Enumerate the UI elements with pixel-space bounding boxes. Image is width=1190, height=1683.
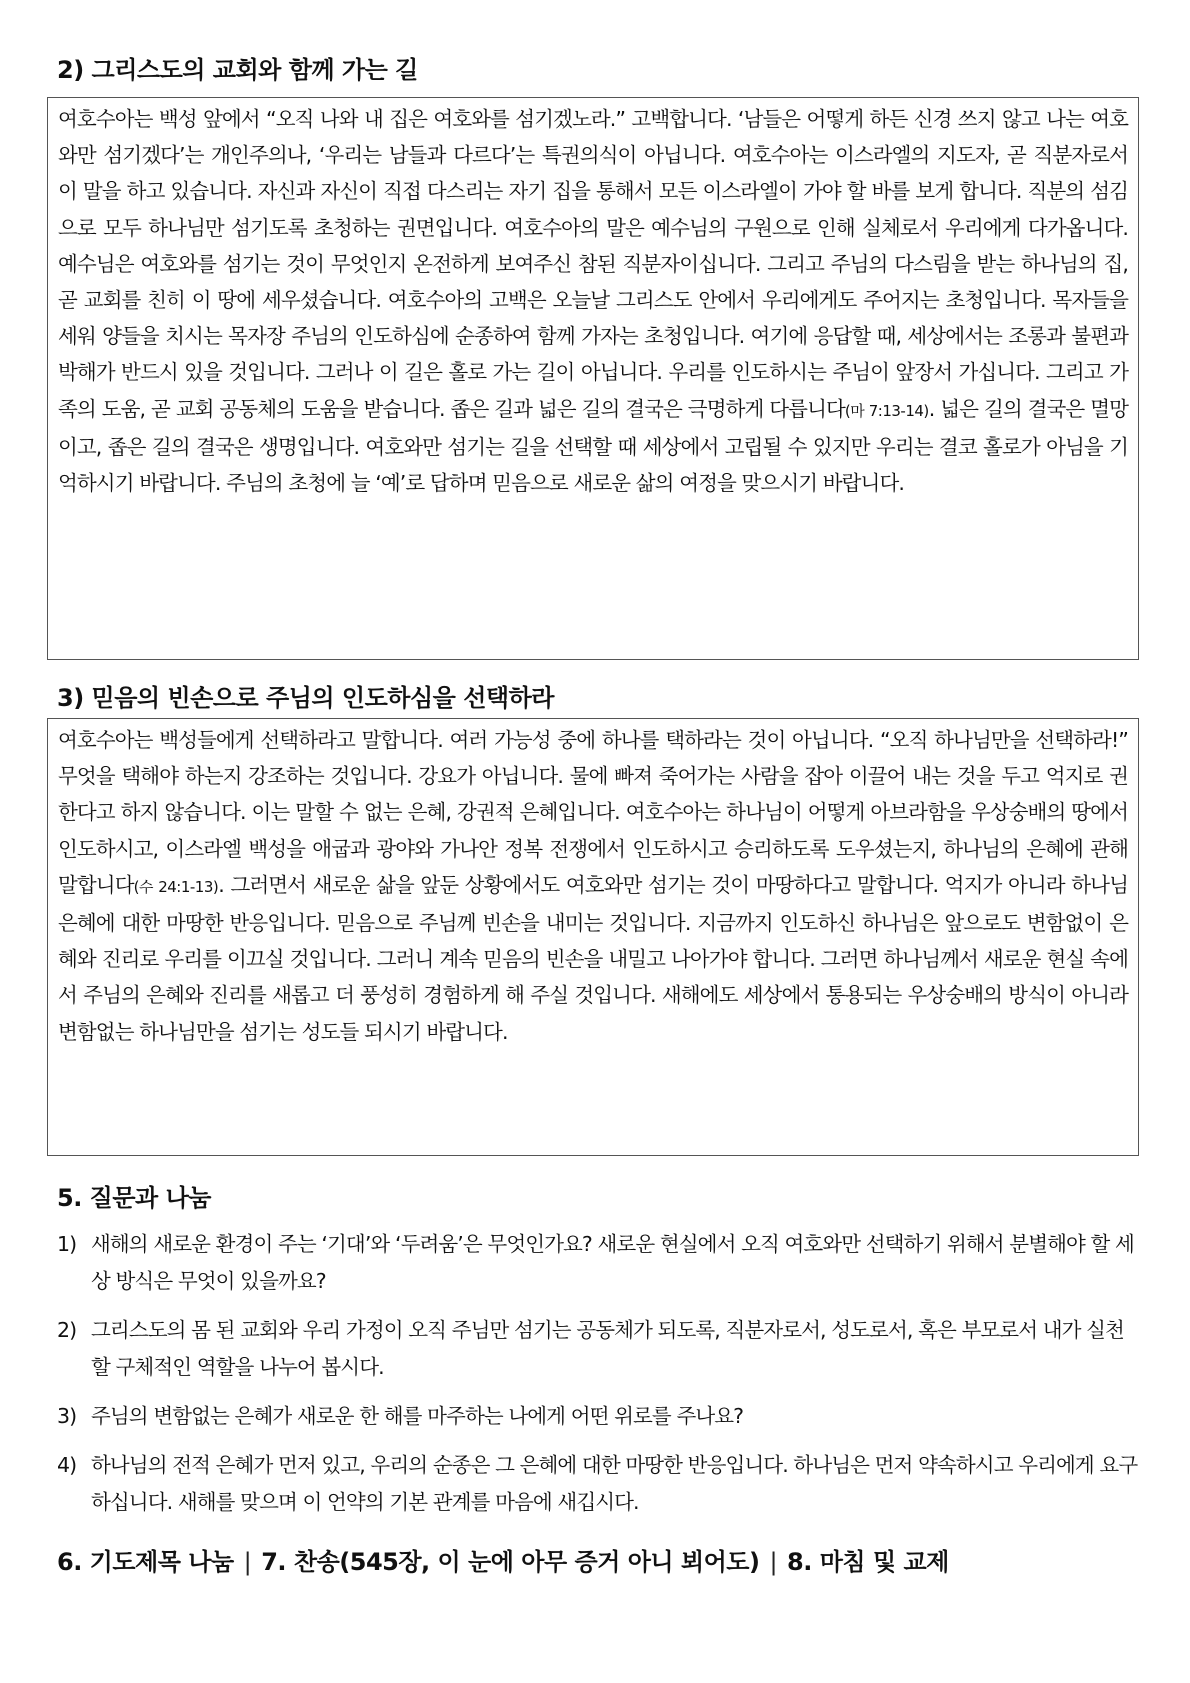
scripture-reference: (마 7:13-14) [844, 401, 929, 420]
section-3-body [58, 722, 1128, 1050]
question-number: 2) [57, 1318, 77, 1342]
question-item [57, 1447, 1142, 1521]
closing-order-line [57, 1542, 949, 1577]
question-item [57, 1398, 1142, 1435]
section-2-box [47, 97, 1139, 660]
question-item [57, 1312, 1142, 1386]
question-text: 그리스도의 몸 된 교회와 우리 가정이 오직 주님만 섬기는 공동체가 되도록, 직분자로서, 성도로서, 혹은 부모로서 내가 실천할 구체적인 역할을 나누어 봅시다. [91, 1318, 1124, 1379]
question-number: 3) [57, 1404, 77, 1428]
question-number: 1) [57, 1232, 77, 1256]
section-2-body-text-2: . 넓은 길의 결국은 멸망이고, 좁은 길의 결국은 생명입니다. 여호와만 섬기는 길을 선택할 때 세상에서 고립될 수 있지만 우리는 결코 홀로가 아님을 기억하시기 바랍니다. 주님의 초청에 늘 ‘예’로 답하며 믿음으로 새로운 삶의 여정을 맞으시기 바랍니다. [58, 396, 1128, 496]
section-2-body-text-1: 여호수아는 백성 앞에서 “오직 나와 내 집은 여호와를 섬기겠노라.” 고백합니다. ‘남들은 어떻게 하든 신경 쓰지 않고 나는 여호와만 섬기겠다’는 개인주의나, ‘우리는 남들과 다르다’는 특권의식이 아닙니다. 여호수아는 이스라엘의 지도자, 곧 직분자로서 이 말을 하고 있습니다. 자신과 자신이 직접 다스리는 자기 집을 통해서 모든 이스라엘이 가야 할 바를 보게 합니다. 직분의 섬김으로 모두 하나님만 섬기도록 초청하는 권면입니다. 여호수아의 말은 예수님의 구원으로 인해 실체로서 우리에게 다가옵니다. 예수님은 여호와를 섬기는 것이 무엇인지 온전하게 보여주신 참된 직분자이십니다. 그리고 주님의 다스림을 받는 하나님의 집, 곧 교회를 친히 이 땅에 세우셨습니다. 여호수아의 고백은 오늘날 그리스도 안에서 우리에게도 주어지는 초청입니다. 목자들을 세워 양들을 치시는 목자장 주님의 인도하심에 순종하여 함께 가자는 초청입니다. 여기에 응답할 때, 세상에서는 조롱과 불편과 박해가 반드시 있을 것입니다. 그러나 이 길은 홀로 가는 길이 아닙니다. 우리를 인도하시는 주님이 앞장서 가십니다. 그리고 가족의 도움, 곧 교회 공동체의 도움을 받습니다. 좁은 길과 넓은 길의 결국은 극명하게 다릅니다 [58, 107, 1128, 421]
scripture-reference: (수 24:1-13) [133, 877, 219, 896]
section-2-body [58, 101, 1128, 501]
closing-fellowship-item: 8. 마침 및 교제 [787, 1548, 949, 1576]
section-3-body-text-2: . 그러면서 새로운 삶을 앞둔 상황에서도 여호와만 섬기는 것이 마땅하다고 말합니다. 억지가 아니라 하나님 은혜에 대한 마땅한 반응입니다. 믿음으로 주님께 빈손을 내미는 것입니다. 지금까지 인도하신 하나님은 앞으로도 변함없이 은혜와 진리로 우리를 이끄실 것입니다. 그러니 계속 믿음의 빈손을 내밀고 나아가야 합니다. 그러면 하나님께서 새로운 현실 속에서 주님의 은혜와 진리를 새롭고 더 풍성히 경험하게 해 주실 것입니다. 새해에도 세상에서 통용되는 우상숭배의 방식이 아니라 변함없는 하나님만을 섬기는 성도들 되시기 바랍니다. [58, 872, 1128, 1044]
prayer-sharing-item: 6. 기도제목 나눔 [57, 1548, 234, 1576]
section-3-heading: 3) 믿음의 빈손으로 주님의 인도하심을 선택하라 [57, 684, 554, 712]
question-item [57, 1226, 1142, 1300]
separator: | [769, 1548, 778, 1576]
section-3-body-text-1: 여호수아는 백성들에게 선택하라고 말합니다. 여러 가능성 중에 하나를 택하라는 것이 아닙니다. “오직 하나님만을 선택하라!” 무엇을 택해야 하는지 강조하는 것입니다. 강요가 아닙니다. 물에 빠져 죽어가는 사람을 잡아 이끌어 내는 것을 두고 억지로 권한다고 하지 않습니다. 이는 말할 수 없는 은혜, 강권적 은혜입니다. 여호수아는 하나님이 어떻게 아브라함을 우상숭배의 땅에서 인도하시고, 이스라엘 백성을 애굽과 광야와 가나안 정복 전쟁에서 인도하시고 승리하도록 도우셨는지, 하나님의 은혜에 관해 말합니다 [58, 728, 1128, 897]
hymn-item: 7. 찬송(545장, 이 눈에 아무 증거 아니 뵈어도) [261, 1548, 760, 1576]
questions-list [57, 1226, 1142, 1533]
section-2-heading: 2) 그리스도의 교회와 함께 가는 길 [57, 56, 418, 84]
question-text: 새해의 새로운 환경이 주는 ‘기대’와 ‘두려움’은 무엇인가요? 새로운 현실에서 오직 여호와만 선택하기 위해서 분별해야 할 세상 방식은 무엇이 있을까요? [91, 1232, 1134, 1293]
question-text: 주님의 변함없는 은혜가 새로운 한 해를 마주하는 나에게 어떤 위로를 주나요? [91, 1404, 744, 1428]
question-text: 하나님의 전적 은혜가 먼저 있고, 우리의 순종은 그 은혜에 대한 마땅한 반응입니다. 하나님은 먼저 약속하시고 우리에게 요구하십니다. 새해를 맞으며 이 언약의 기본 관계를 마음에 새깁시다. [91, 1453, 1138, 1514]
separator: | [243, 1548, 252, 1576]
section-3-box [47, 718, 1139, 1156]
questions-heading: 5. 질문과 나눔 [57, 1184, 211, 1212]
question-number: 4) [57, 1453, 77, 1477]
